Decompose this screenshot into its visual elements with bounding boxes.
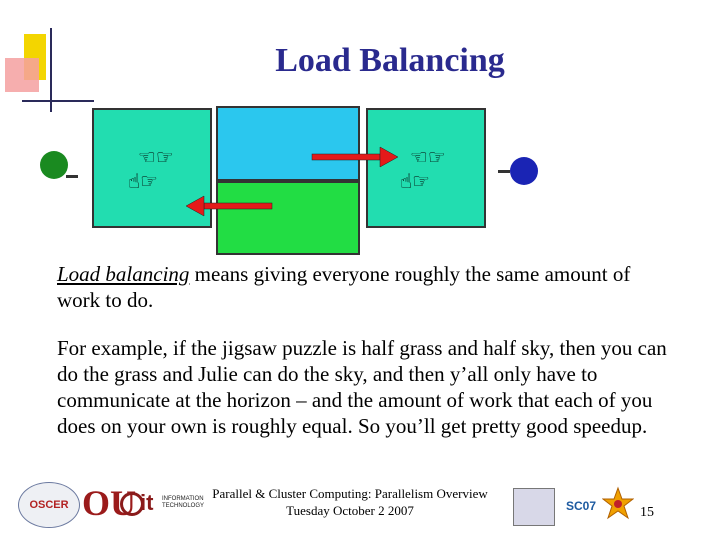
- sc07-logo: SC07: [565, 499, 597, 513]
- exchange-arrows: [180, 140, 410, 230]
- ou-logo: OU: [82, 483, 136, 523]
- paragraph-example: For example, if the jigsaw puzzle is half grass and half sky, then you can do the grass and Julie can do the sky, and then y’all only have to communicate at the horizon – and the amount of work that each of you does on your own is roughly equal. So you’ll get pretty good speedup.: [57, 336, 667, 438]
- it-logo-text: INFORMATION TECHNOLOGY: [162, 496, 205, 509]
- footer-caption: [175, 485, 525, 519]
- corner-decoration-pink: [5, 58, 39, 92]
- definition-text: means giving everyone roughly the same amount of work to do.: [57, 262, 631, 312]
- paragraph-definition: [57, 261, 667, 313]
- pointing-hands-icon: ☝☞: [400, 169, 431, 193]
- corner-decoration-hline: [22, 100, 94, 102]
- pointing-hands-icon: ☜☞: [410, 145, 446, 169]
- it-logo-letters: it: [140, 490, 154, 515]
- oscer-logo: OSCER: [18, 482, 80, 528]
- slide-title: Load Balancing: [275, 42, 505, 79]
- term-load-balancing: Load balancing: [57, 262, 190, 286]
- pointing-hands-icon: ☜☞: [138, 145, 174, 169]
- pointing-hands-icon: ☝☞: [128, 169, 159, 193]
- footer-line2: Tuesday October 2 2007: [286, 503, 414, 518]
- supercomputing-badge-logo: [513, 488, 555, 526]
- star-logo: [602, 486, 634, 522]
- arrow-right-icon: [312, 147, 398, 167]
- page-number: 15: [640, 505, 654, 520]
- footer-line1: Parallel & Cluster Computing: Parallelism Overview: [212, 486, 488, 501]
- person-right-arm: [498, 170, 510, 173]
- arrow-left-icon: [186, 196, 272, 216]
- person-right-head: [510, 157, 538, 185]
- person-left-head: [40, 151, 68, 179]
- person-left-arm: [66, 175, 78, 178]
